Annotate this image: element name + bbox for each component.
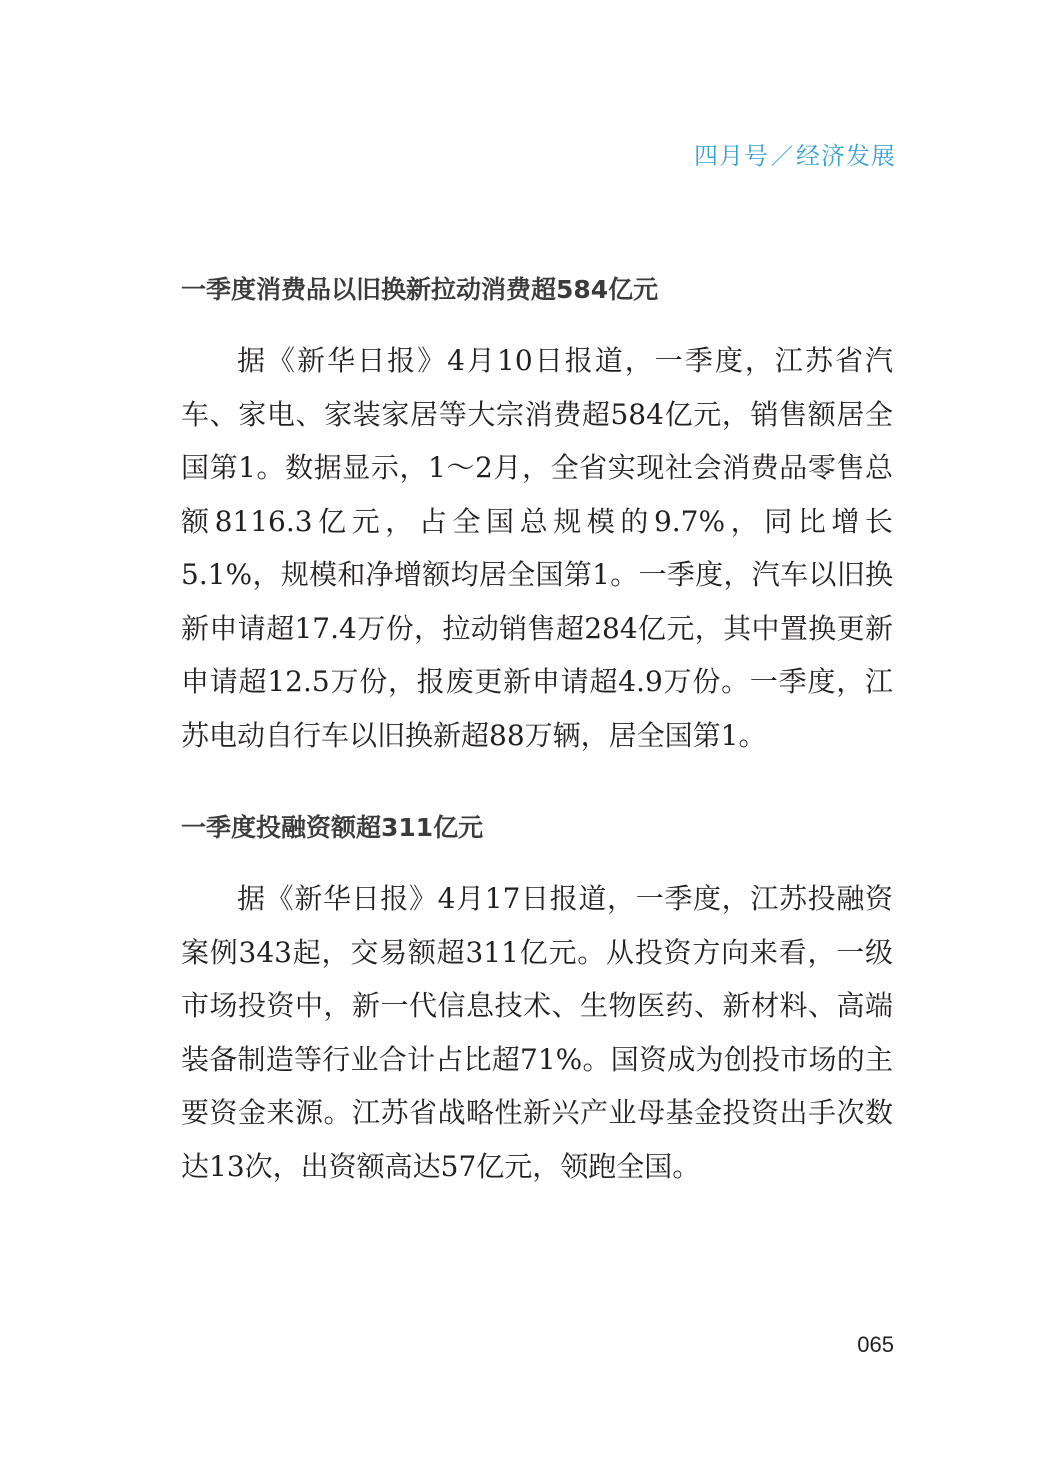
article-body: 据《新华日报》4月10日报道，一季度，江苏省汽车、家电、家装家居等大宗消费超584亿元，销售额居全国第1。数据显示，1～2月，全省实现社会消费品零售总额8116.3亿元，占全国总规模的9.7%，同比增长5.1%，规模和净增额均居全国第1。一季度，汽车以旧换新申请超17.4万份，拉动销售超284亿元，其中置换更新申请超12.5万份，报废更新申请超4.9万份。一季度，江苏电动自行车以旧换新超88万辆，居全国第1。 [181,344,893,752]
page-number: 065 [857,1332,894,1357]
header-separator: ／ [770,145,794,170]
article-title: 一季度投融资额超311亿元 [181,813,484,842]
article-title: 一季度消费品以旧换新拉动消费超584亿元 [181,275,659,304]
section-label: 经济发展 [796,142,896,170]
article-consumption [181,270,893,762]
article-investment [181,808,893,1193]
article-body: 据《新华日报》4月17日报道，一季度，江苏投融资案例343起，交易额超311亿元。从投资方向来看，一级市场投资中，新一代信息技术、生物医药、新材料、高端装备制造等行业合计占比超71%。国资成为创投市场的主要资金来源。江苏省战略性新兴产业母基金投资出手次数达13次，出资额高达57亿元，领跑全国。 [181,882,893,1183]
running-header [694,136,896,171]
issue-label: 四月号 [693,142,769,170]
